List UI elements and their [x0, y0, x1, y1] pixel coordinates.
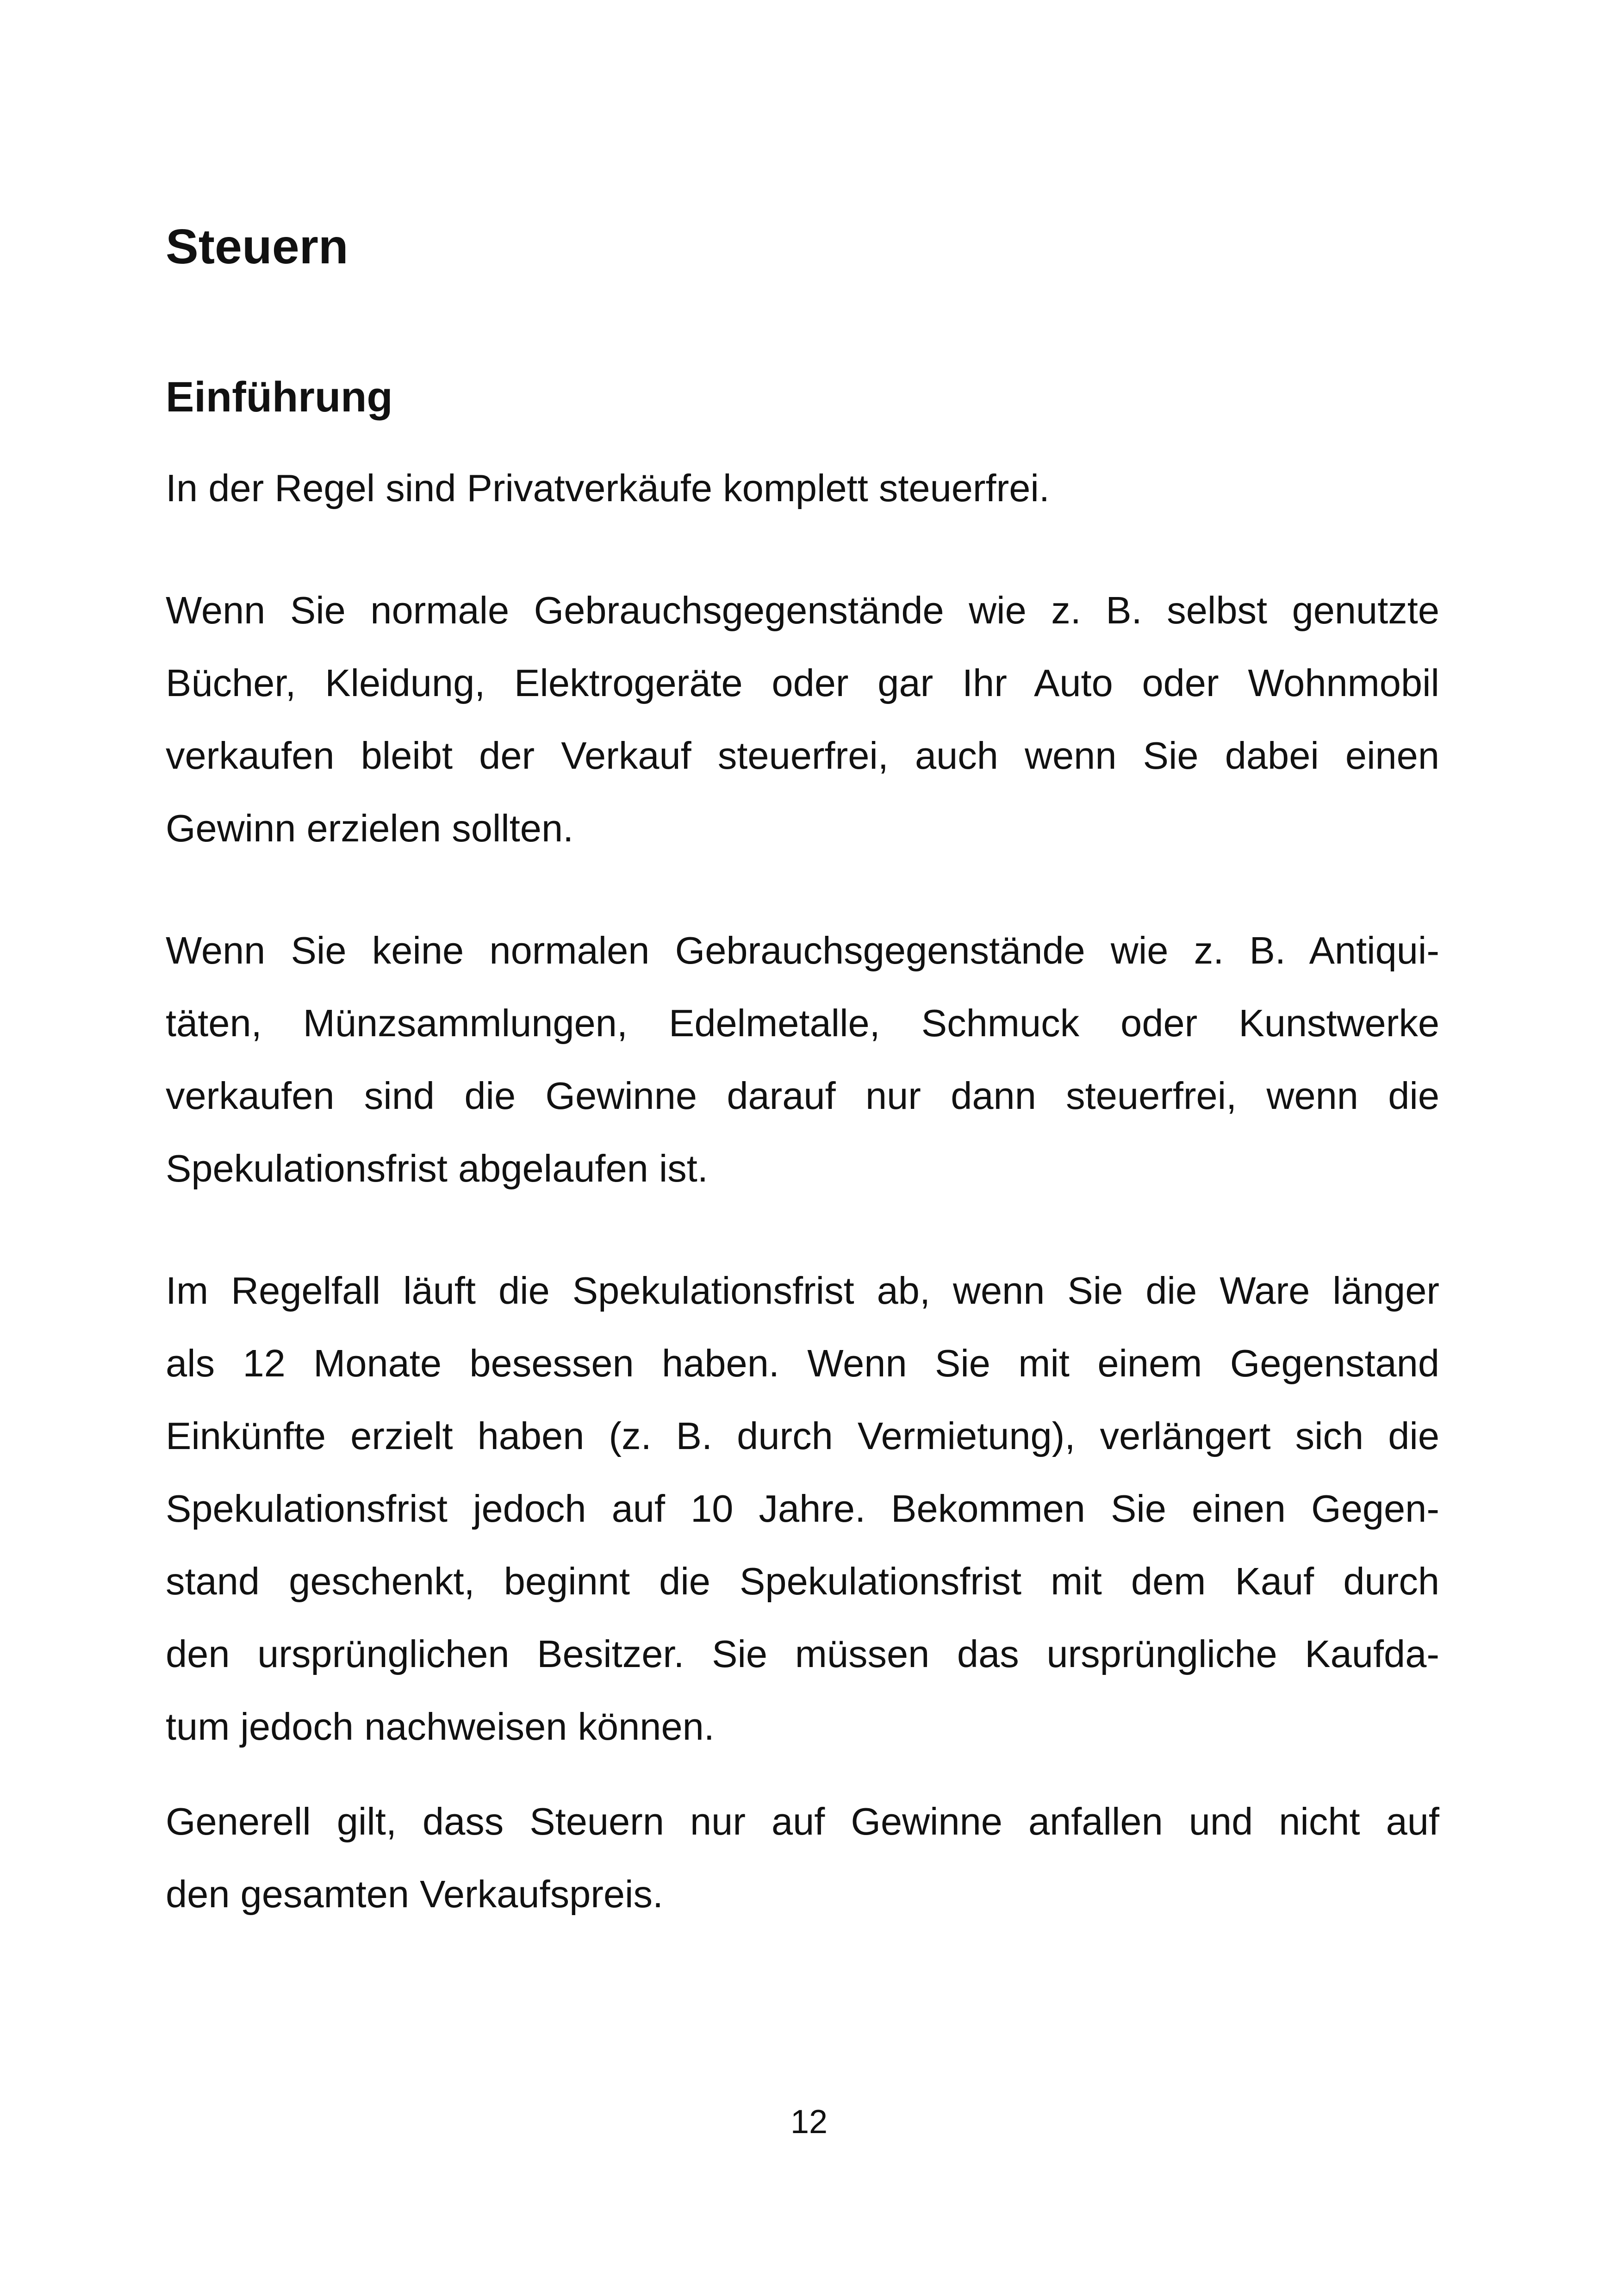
- paragraph-2: [166, 574, 1439, 865]
- paragraph-line: stand geschenkt, beginnt die Spekulationsfrist mit dem Kauf durch: [166, 1559, 1439, 1603]
- paragraph-line: Bücher, Kleidung, Elektrogeräte oder gar Ihr Auto oder Wohnmobil: [166, 661, 1439, 704]
- paragraph-line: Einkünfte erzielt haben (z. B. durch Vermietung), verlängert sich die: [166, 1414, 1439, 1457]
- paragraph-line: den ursprünglichen Besitzer. Sie müssen das ursprüngliche Kaufda-: [166, 1632, 1439, 1675]
- paragraph-line: Gewinn erzielen sollten.: [166, 806, 574, 850]
- paragraph-5: [166, 1785, 1439, 1930]
- paragraph-line: Wenn Sie normale Gebrauchsgegenstände wie z. B. selbst genutzte: [166, 588, 1439, 632]
- paragraph-line: täten, Münzsammlungen, Edelmetalle, Schmuck oder Kunstwerke: [166, 1001, 1439, 1045]
- paragraph-line: Spekulationsfrist abgelaufen ist.: [166, 1146, 708, 1190]
- paragraph-line: tum jedoch nachweisen können.: [166, 1705, 715, 1748]
- paragraph-line: verkaufen sind die Gewinne darauf nur dann steuerfrei, wenn die: [166, 1074, 1439, 1117]
- paragraph-4: [166, 1254, 1439, 1763]
- paragraph-line: Im Regelfall läuft die Spekulationsfrist ab, wenn Sie die Ware länger: [166, 1269, 1439, 1312]
- page-number: 12: [790, 2103, 828, 2140]
- paragraph-line: Spekulationsfrist jedoch auf 10 Jahre. Bekommen Sie einen Gegen-: [166, 1487, 1439, 1530]
- section-heading: Einführung: [166, 373, 393, 421]
- page-content: [166, 218, 1439, 1930]
- paragraph-1: [166, 452, 1439, 524]
- page-title: Steuern: [166, 219, 348, 274]
- paragraph-3: [166, 914, 1439, 1205]
- paragraph-line: als 12 Monate besessen haben. Wenn Sie mit einem Gegenstand: [166, 1341, 1439, 1385]
- paragraph-line: Generell gilt, dass Steuern nur auf Gewinne anfallen und nicht auf: [166, 1799, 1439, 1843]
- paragraph-line: den gesamten Verkaufspreis.: [166, 1872, 664, 1916]
- paragraph-line: verkaufen bleibt der Verkauf steuerfrei, auch wenn Sie dabei einen: [166, 734, 1439, 777]
- paragraph-line: Wenn Sie keine normalen Gebrauchsgegenstände wie z. B. Antiqui-: [166, 928, 1439, 972]
- paragraph-line: In der Regel sind Privatverkäufe komplett steuerfrei.: [166, 466, 1050, 510]
